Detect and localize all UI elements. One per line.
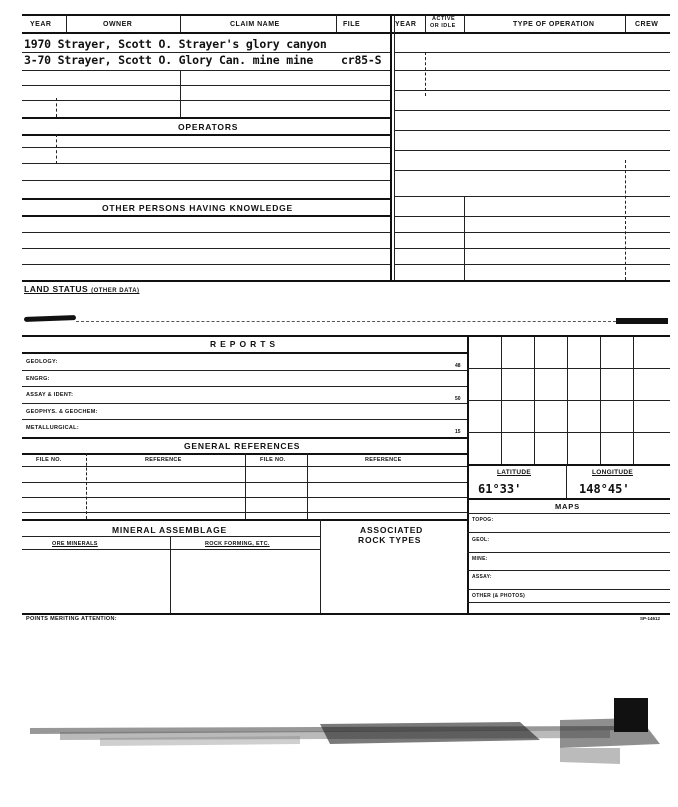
row-line [22,437,467,439]
row-line [22,70,390,71]
rock-forming-label: ROCK FORMING, ETC. [205,541,270,547]
bottom-line [22,613,670,615]
map-assay: ASSAY: [472,574,492,580]
row-line [22,232,390,233]
col-header-file: FILE [343,21,361,28]
col-header-owner: OWNER [103,21,133,28]
section-land-status [24,284,140,294]
col-sep [336,15,337,32]
col-header-operation: TYPE OF OPERATION [513,21,595,28]
col-sep [320,519,321,614]
col-header-claim-name: CLAIM NAME [230,21,280,28]
map-geol: GEOL: [472,537,490,543]
latitude-value: 61°33' [478,482,522,496]
grid-bottom [467,464,670,466]
row-line [394,150,670,151]
section-other-persons: OTHER PERSONS HAVING KNOWLEDGE [102,203,294,213]
grid-line [467,400,670,401]
row-line [22,100,390,101]
ink-mark [24,315,76,322]
claim-row-2: 3-70 Strayer, Scott O. Glory Can. mine mine [24,53,314,67]
registration-block [614,698,648,732]
claim-row-2-file: cr85-S [341,53,382,67]
col-sep [425,15,426,32]
row-line [394,264,670,265]
row-line [22,403,467,404]
longitude-value: 148°45' [579,482,630,496]
report-engrg: ENGRG: [26,376,50,382]
col-sep [56,134,57,164]
row-line [467,589,670,590]
col-sep [180,15,181,32]
longitude-label: LONGITUDE [592,469,633,476]
col-header-active: ACTIVE [432,16,456,22]
report-geology: GEOLOGY: [26,359,58,365]
row-line [22,163,390,164]
col-sep [625,15,626,32]
ore-minerals-label: ORE MINERALS [52,541,98,547]
ink-mark [616,318,668,324]
row-line [467,532,670,533]
report-assay: ASSAY & IDENT: [26,392,74,398]
row-line [22,264,390,265]
row-line [22,134,390,136]
report-num: 48 [455,363,461,369]
col-header-year: YEAR [30,21,52,28]
map-other: OTHER (& PHOTOS) [472,593,526,599]
panel-divider [467,337,469,614]
row-line [22,519,467,521]
row-line [394,170,670,171]
land-status-line [76,321,616,322]
section-rock-types: ROCK TYPES [358,535,422,545]
ref-file-no-1: FILE NO. [36,457,62,463]
row-line [22,536,320,537]
row-line [22,147,390,148]
map-topog: TOPOG: [472,517,494,523]
row-line [22,198,390,200]
row-line [467,498,670,500]
row-line [394,232,670,233]
row-line [22,215,390,217]
row-line [467,552,670,553]
main-divider-inner [394,15,395,280]
row-line [22,386,467,387]
row-line [394,130,670,131]
col-sep [425,52,426,96]
section-operators: OPERATORS [178,122,239,132]
ref-reference-2: REFERENCE [365,457,402,463]
col-sep [56,98,57,117]
col-sep [170,536,171,614]
col-sep [245,453,246,519]
row-line [467,570,670,571]
row-line [467,602,670,603]
row-line [22,370,467,371]
section-maps: MAPS [555,502,580,511]
report-num: 50 [455,396,461,402]
col-header-or-idle: OR IDLE [430,23,456,29]
claim-row-1: 1970 Strayer, Scott O. Strayer's glory canyon [24,37,327,51]
row-line [22,419,467,420]
col-sep [464,196,465,280]
row-line [467,513,670,514]
section-bottom-line [22,280,670,282]
col-sep [180,70,181,117]
col-sep [307,453,308,519]
points-meriting-attention: POINTS MERITING ATTENTION: [26,616,117,622]
row-line [394,52,670,53]
main-divider [390,15,392,280]
row-line [22,117,390,119]
scan-noise [0,690,678,780]
top-border [22,14,670,16]
ref-reference-1: REFERENCE [145,457,182,463]
col-sep [464,15,465,32]
col-sep [566,464,567,498]
row-line [22,85,390,86]
section-reports: REPORTS [210,339,280,349]
latitude-label: LATITUDE [497,469,532,476]
land-status-note: (OTHER DATA) [91,288,140,294]
section-associated: ASSOCIATED [360,525,424,535]
report-num: 15 [455,429,461,435]
header-underline [22,32,670,34]
row-line [22,180,390,181]
form-number: SP-14612 [640,616,661,621]
report-metallurgical: METALLURGICAL: [26,425,79,431]
section-mineral-assemblage: MINERAL ASSEMBLAGE [112,525,227,535]
row-line [394,110,670,111]
map-mine: MINE: [472,556,488,562]
grid-line [467,368,670,369]
row-line [394,216,670,217]
ref-file-no-2: FILE NO. [260,457,286,463]
col-sep [86,453,87,519]
row-line [394,90,670,91]
row-line [394,196,670,197]
grid-line [467,432,670,433]
col-header-year-2: YEAR [395,21,417,28]
row-line [394,70,670,71]
row-line [22,248,390,249]
col-header-crew: CREW [635,21,659,28]
reports-top-line [22,335,670,337]
section-general-references: GENERAL REFERENCES [184,441,301,451]
reports-header-line [22,352,467,354]
row-line [22,549,320,550]
land-status-title: LAND STATUS [24,284,89,294]
col-sep [66,15,67,32]
report-geophys: GEOPHYS. & GEOCHEM: [26,409,98,415]
col-sep [625,160,626,280]
row-line [394,248,670,249]
